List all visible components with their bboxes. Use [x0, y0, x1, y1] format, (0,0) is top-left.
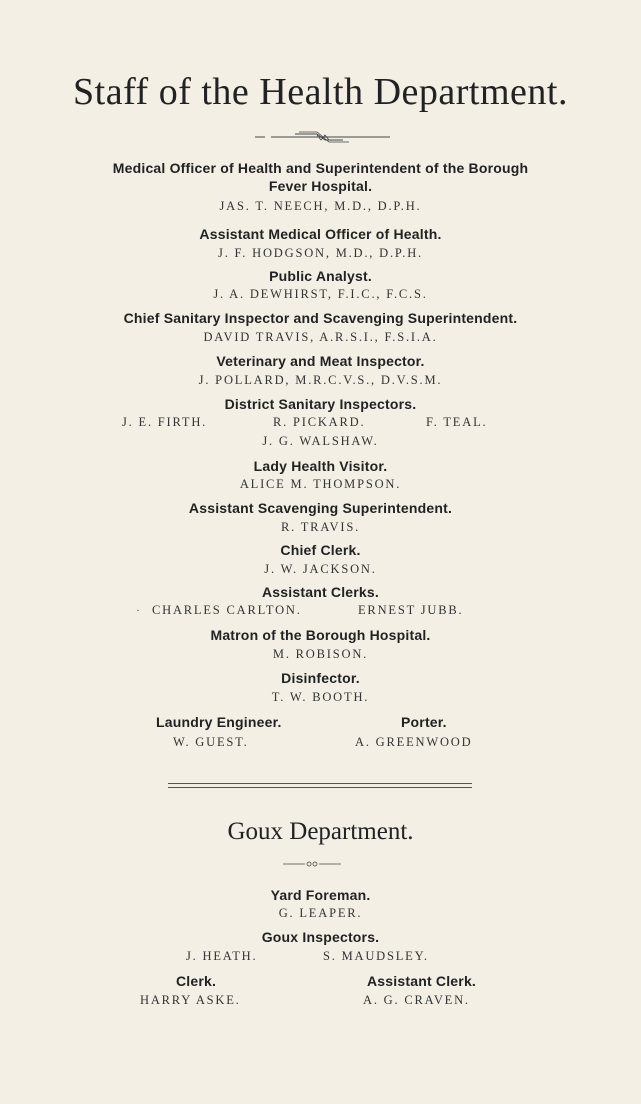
- small-ornament: [283, 860, 341, 868]
- name-assistant-clerk: CHARLES CARLTON.: [152, 603, 302, 617]
- heading-chief-sanitary-inspector: Chief Sanitary Inspector and Scavenging Superintendent.: [123, 310, 518, 326]
- name-district-inspector: J. E. FIRTH.: [122, 415, 208, 429]
- name-chief-clerk: J. W. JACKSON.: [264, 562, 377, 576]
- name-assistant-mo: J. F. HODGSON, M.D., D.P.H.: [218, 246, 423, 260]
- name-goux-inspector: J. HEATH.: [186, 949, 258, 963]
- name-porter: A. GREENWOOD: [355, 735, 473, 749]
- heading-medical-officer-cont: Fever Hospital.: [268, 178, 373, 194]
- name-assistant-clerk: ERNEST JUBB.: [358, 603, 464, 617]
- name-district-inspector: R. PICKARD.: [273, 415, 366, 429]
- name-chief-sanitary-inspector: DAVID TRAVIS, A.R.S.I., F.S.I.A.: [203, 330, 438, 344]
- name-lady-health-visitor: ALICE M. THOMPSON.: [239, 477, 402, 491]
- name-district-inspector: F. TEAL.: [426, 415, 488, 429]
- ornament-divider: [255, 130, 390, 144]
- name-assistant-clerk-goux: A. G. CRAVEN.: [363, 993, 470, 1007]
- heading-assistant-mo: Assistant Medical Officer of Health.: [199, 226, 442, 242]
- double-rule: [168, 783, 472, 788]
- section-title-goux: Goux Department.: [227, 818, 414, 845]
- page-title: Staff of the Health Department.: [73, 71, 568, 113]
- name-laundry-engineer: W. GUEST.: [173, 735, 249, 749]
- heading-laundry-engineer: Laundry Engineer.: [156, 714, 282, 730]
- name-district-inspector: J. G. WALSHAW.: [262, 434, 379, 448]
- name-veterinary: J. POLLARD, M.R.C.V.S., D.V.S.M.: [198, 373, 443, 387]
- heading-goux-inspectors: Goux Inspectors.: [261, 929, 380, 945]
- name-clerk: HARRY ASKE.: [140, 993, 241, 1007]
- heading-clerk: Clerk.: [176, 973, 217, 989]
- bullet-mark: ·: [136, 603, 140, 617]
- name-public-analyst: J. A. DEWHIRST, F.I.C., F.C.S.: [213, 287, 428, 301]
- name-medical-officer: JAS. T. NEECH, M.D., D.P.H.: [219, 199, 422, 213]
- heading-disinfector: Disinfector.: [281, 670, 360, 686]
- heading-assistant-scavenging: Assistant Scavenging Superintendent.: [188, 500, 453, 516]
- name-assistant-scavenging: R. TRAVIS.: [280, 520, 361, 534]
- name-matron: M. ROBISON.: [272, 647, 369, 661]
- heading-yard-foreman: Yard Foreman.: [270, 887, 371, 903]
- heading-veterinary: Veterinary and Meat Inspector.: [216, 353, 425, 369]
- heading-public-analyst: Public Analyst.: [269, 268, 372, 284]
- heading-district-inspectors: District Sanitary Inspectors.: [224, 396, 417, 412]
- heading-chief-clerk: Chief Clerk.: [280, 542, 361, 558]
- heading-lady-health-visitor: Lady Health Visitor.: [253, 458, 388, 474]
- heading-porter: Porter.: [401, 714, 447, 730]
- heading-matron: Matron of the Borough Hospital.: [210, 627, 431, 643]
- name-goux-inspector: S. MAUDSLEY.: [323, 949, 429, 963]
- heading-assistant-clerk: Assistant Clerk.: [367, 973, 477, 989]
- heading-assistant-clerks: Assistant Clerks.: [261, 584, 379, 600]
- name-disinfector: T. W. BOOTH.: [271, 690, 370, 704]
- heading-medical-officer: Medical Officer of Health and Superintendent of the Borough: [112, 160, 529, 176]
- name-yard-foreman: G. LEAPER.: [278, 906, 363, 920]
